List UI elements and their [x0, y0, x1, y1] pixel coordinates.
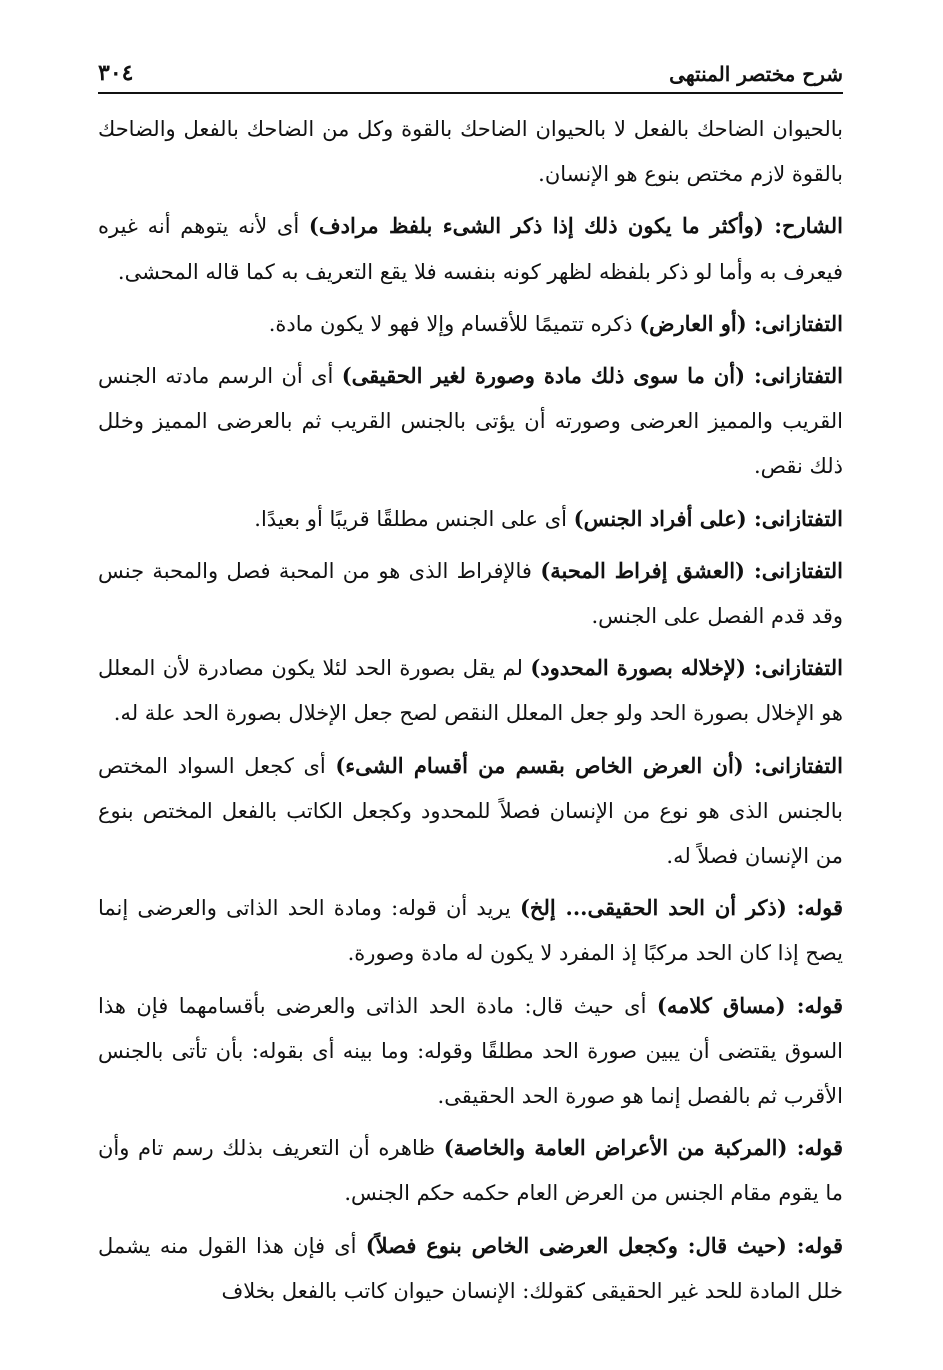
- speaker-label: التفتازانى:: [746, 310, 843, 336]
- speaker-label: التفتازانى:: [743, 752, 843, 778]
- paragraph: [98, 353, 843, 490]
- page-number: ٣٠٤: [98, 60, 134, 86]
- paragraph: [98, 983, 843, 1120]
- paragraph: [98, 548, 843, 639]
- quoted-text: (أن العرض الخاص بقسم من أقسام الشىء): [335, 752, 744, 778]
- paragraph: [98, 1223, 843, 1314]
- speaker-label: التفتازانى:: [745, 557, 843, 583]
- commentary-text: أى لأنه يتوهم أنه غيره فيعرف به وأما لو ذكر بلفظه لظهر كونه بنفسه فلا يقع التعريف به كما قاله المحشى.: [98, 214, 843, 284]
- commentary-text: أى حيث قال: مادة الحد الذاتى والعرضى بأقسامهما فإن هذا السوق يقتضى أن يبين صورة الحد مطلقًا وقوله: وما بينه أى بقوله: بأن تأتى بالجنس الأقرب ثم بالفصل إنما هو صورة الحد الحقيقى.: [98, 993, 843, 1109]
- speaker-label: قوله:: [785, 992, 843, 1018]
- speaker-label: قوله:: [786, 895, 843, 921]
- quoted-text: (على أفراد الجنس): [573, 505, 747, 531]
- speaker-label: قوله:: [786, 1232, 844, 1258]
- commentary-text: ذكره تتميمًا للأقسام وإلا فهو لا يكون مادة.: [268, 311, 640, 336]
- quoted-text: (أن ما سوى ذلك مادة وصورة لغير الحقيقى): [341, 363, 746, 389]
- commentary-text: أى على الجنس مطلقًا قريبًا أو بعيدًا.: [254, 506, 574, 531]
- page-header: [98, 60, 843, 94]
- quoted-text: (المركبة من الأعراض العامة والخاصة): [443, 1135, 788, 1161]
- commentary-text: بالحيوان الضاحك بالفعل لا بالحيوان الضاحك بالقوة وكل من الضاحك بالفعل والضاحك بالقوة لازم مختص بنوع هو الإنسان.: [98, 117, 843, 187]
- quoted-text: (وأكثر ما يكون ذلك إذا ذكر الشىء بلفظ مرادف): [308, 213, 764, 239]
- paragraph: [98, 885, 843, 976]
- commentary-text: أى كجعل السواد المختص بالجنس الذى هو نوع من الإنسان فصلاً للمحدود وكجعل الكاتب بالفعل المختص بنوع من الإنسان فصلاً له.: [98, 753, 843, 869]
- quoted-text: (العشق إفراط المحبة): [540, 557, 745, 583]
- paragraph: [98, 496, 843, 542]
- commentary-text: فالإفراط الذى هو من المحبة فصل والمحبة جنس وقد قدم الفصل على الجنس.: [98, 558, 843, 629]
- quoted-text: (ذكر أن الحد الحقيقى... إلخ): [519, 895, 787, 921]
- speaker-label: الشارح:: [763, 213, 844, 239]
- quoted-text: (حيث قال: وكجعل العرضى الخاص بنوع فصلاً): [365, 1232, 787, 1258]
- quoted-text: (لإخلاله بصورة المحدود): [530, 655, 746, 681]
- paragraph: [98, 645, 843, 736]
- paragraph: [98, 106, 843, 197]
- paragraph: [98, 1125, 843, 1216]
- commentary-text: أى أن الرسم مادته الجنس القريب والمميز العرضى وصورته أن يؤتى بالجنس القريب ثم بالعرضى المميز وخلل ذلك نقص.: [98, 364, 843, 479]
- commentary-text: يريد أن قوله: ومادة الحد الذاتى والعرضى إنما يصح إذا كان الحد مركبًا إذ المفرد لا يكون له مادة وصورة.: [98, 896, 843, 966]
- paragraph: [98, 301, 843, 347]
- quoted-text: (مساق كلامه): [656, 992, 786, 1018]
- speaker-label: قوله:: [787, 1135, 844, 1161]
- commentary-text: لم يقل بصورة الحد لئلا يكون مصادرة لأن المعلل هو الإخلال بصورة الحد ولو جعل المعلل النقص لصح جعل الإخلال بصورة الحد علة له.: [98, 656, 843, 726]
- paragraph: [98, 743, 843, 880]
- page-body: [98, 106, 843, 1314]
- paragraph: [98, 203, 843, 294]
- quoted-text: (أو العارض): [639, 310, 747, 336]
- running-title: شرح مختصر المنتهى: [669, 62, 843, 86]
- speaker-label: التفتازانى:: [745, 655, 843, 681]
- speaker-label: التفتازانى:: [745, 363, 844, 389]
- commentary-text: أى فإن هذا القول منه يشمل خلل المادة للحد غير الحقيقى كقولك: الإنسان حيوان كاتب بالفعل بخلاف: [98, 1233, 843, 1303]
- speaker-label: التفتازانى:: [746, 505, 843, 531]
- commentary-text: ظاهره أن التعريف بذلك رسم تام وأن ما يقوم مقام الجنس من العرض العام حكمه حكم الجنس.: [98, 1136, 843, 1206]
